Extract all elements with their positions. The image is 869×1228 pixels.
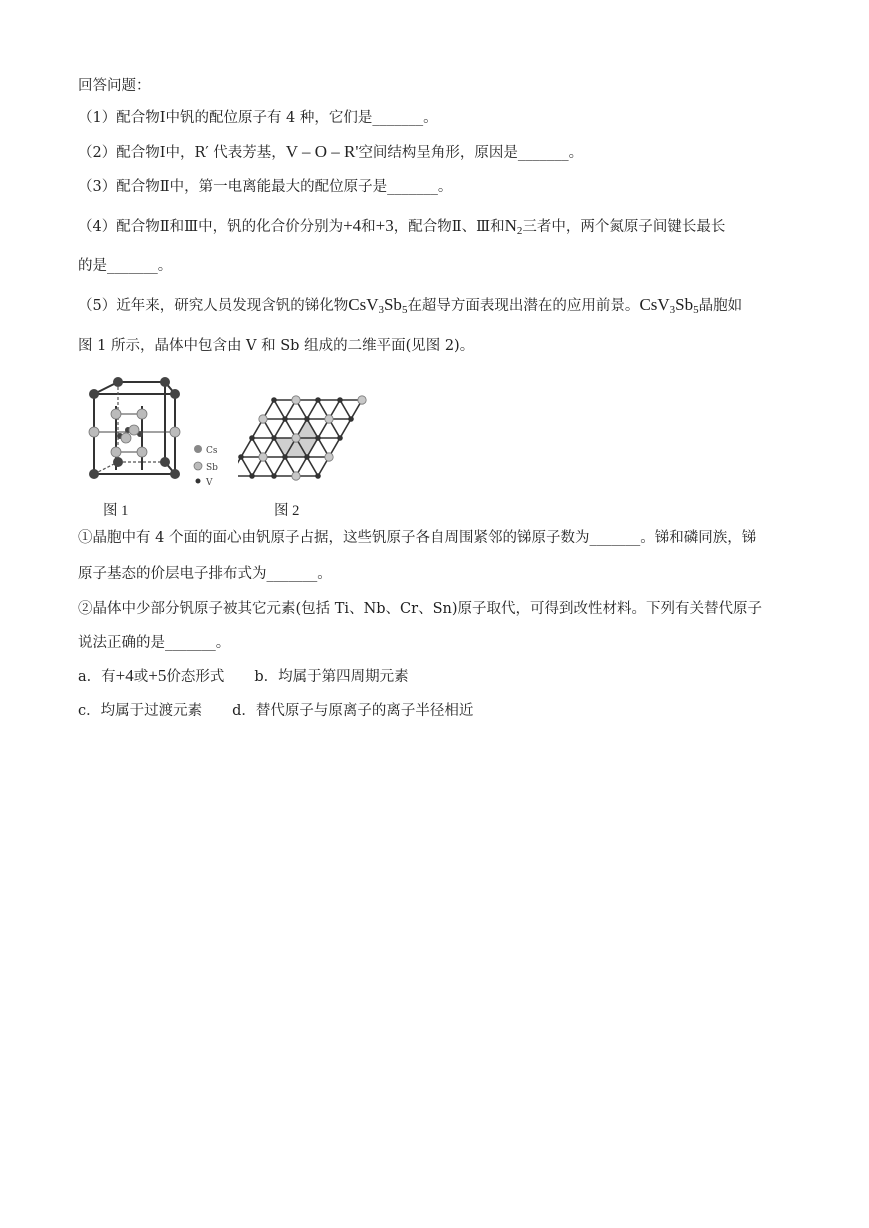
v-atom (304, 416, 310, 422)
option-d: d．替代原子与原离子的离子半径相近 (232, 703, 474, 719)
v-atom (282, 454, 288, 460)
q4-text-after: 三者中，两个氮原子间键长最长 (522, 219, 726, 235)
v-atom (249, 435, 255, 441)
v-atom (348, 416, 354, 422)
sb-atom (259, 453, 267, 461)
question-4-cont: 的是_______。 (78, 258, 173, 274)
n2-subscript: 2 (516, 225, 523, 237)
q4-text-mid2: ，配合物Ⅱ、Ⅲ和 (393, 219, 505, 235)
q5-text-mid: 在超导方面表现出潜在的应用前景。 (407, 298, 640, 314)
option-a-prefix: a．有 (78, 669, 116, 685)
f2-part-b: Sb (675, 295, 694, 314)
f1-sub-2: 5 (401, 304, 408, 316)
legend-cs: Cs (206, 446, 218, 456)
v-atom (315, 473, 321, 479)
option-a-suffix: 价态形式 (166, 669, 225, 685)
f2-sub-2: 5 (693, 304, 699, 316)
options-row-1 (78, 666, 409, 687)
q5-text-before: （5）近年来，研究人员发现含钒的锑化物 (78, 298, 349, 314)
sub-question-2-cont: 说法正确的是_______。 (78, 635, 231, 651)
options-row-2 (78, 701, 473, 721)
option-a-v2: +5 (148, 666, 167, 685)
v-atom (271, 473, 277, 479)
sb-atom (325, 415, 333, 423)
figure-1-caption: 图 1 (103, 503, 129, 519)
sb-atom (292, 472, 300, 480)
q4-valence-2: +3 (375, 216, 394, 235)
f1-sub-1: 3 (378, 304, 384, 316)
v-atom (315, 397, 321, 403)
q2-text-after: 空间结构呈角形，原因是_______。 (358, 145, 584, 161)
legend-sb: Sb (206, 463, 218, 473)
v-atom (249, 473, 255, 479)
figure-2-kagome-plane (238, 392, 378, 492)
option-a (78, 666, 225, 685)
q4-text-mid1: 和 (361, 219, 376, 235)
q4-n2-formula (505, 216, 523, 235)
v-atom (337, 397, 343, 403)
option-a-mid: 或 (133, 669, 149, 685)
lattice-line (340, 400, 351, 419)
v-atom (337, 435, 343, 441)
question-5 (78, 295, 742, 320)
option-b: b．均属于第四周期元素 (254, 669, 409, 685)
v-atom (304, 454, 310, 460)
option-c: c．均属于过渡元素 (78, 703, 203, 719)
f2-sub-1: 3 (669, 304, 676, 316)
q2-text-before: （2）配合物Ⅰ中，R′ 代表芳基， (78, 145, 286, 161)
q5-formula-2 (639, 295, 698, 314)
q4-text-before: （4）配合物Ⅱ和Ⅲ中，钒的化合价分别为 (78, 219, 344, 235)
option-a-v1: +4 (115, 666, 134, 685)
figure-1-crystal-cell (80, 374, 230, 492)
legend-v: V (206, 478, 213, 488)
question-4 (78, 216, 725, 241)
sub-question-1: ①晶胞中有 4 个面的面心由钒原子占据，这些钒原子各自周围紧邻的锑原子数为_______。锑和磷同族，锑 (78, 530, 757, 546)
v-atom (315, 435, 321, 441)
sub-question-2: ②晶体中少部分钒原子被其它元素(包括 Ti、Nb、Cr、Sn)原子取代，可得到改性材料。下列有关替代原子 (78, 601, 762, 617)
question-2 (78, 142, 583, 163)
intro-text: 回答问题： (78, 78, 151, 94)
question-1: （1）配合物Ⅰ中钒的配位原子有 4 种，它们是_______。 (78, 110, 438, 126)
question-5-cont: 图 1 所示，晶体中包含由 V 和 Sb 组成的二维平面(见图 2)。 (78, 338, 475, 354)
f1-part-b: Sb (383, 295, 402, 314)
sb-atom (325, 453, 333, 461)
q2-formula: V – O – R' (285, 142, 359, 161)
sub-question-1-cont: 原子基态的价层电子排布式为_______。 (78, 566, 332, 582)
v-atom (282, 416, 288, 422)
f2-part-a: CsV (639, 295, 670, 314)
q4-valence-1: +4 (343, 216, 362, 235)
v-atom (238, 454, 244, 460)
sb-atom (292, 396, 300, 404)
v-atom (271, 397, 277, 403)
sb-atom (358, 396, 366, 404)
f1-part-a: CsV (348, 295, 379, 314)
q5-formula-1 (348, 295, 407, 314)
sb-atom (292, 434, 300, 442)
lattice-line (241, 457, 252, 476)
v-atom (271, 435, 277, 441)
sb-atom (259, 415, 267, 423)
question-3: （3）配合物Ⅱ中，第一电离能最大的配位原子是_______。 (78, 179, 453, 195)
figure-2-caption: 图 2 (274, 503, 300, 519)
q5-text-after: 晶胞如 (698, 298, 743, 314)
n2-symbol: N (504, 216, 517, 235)
